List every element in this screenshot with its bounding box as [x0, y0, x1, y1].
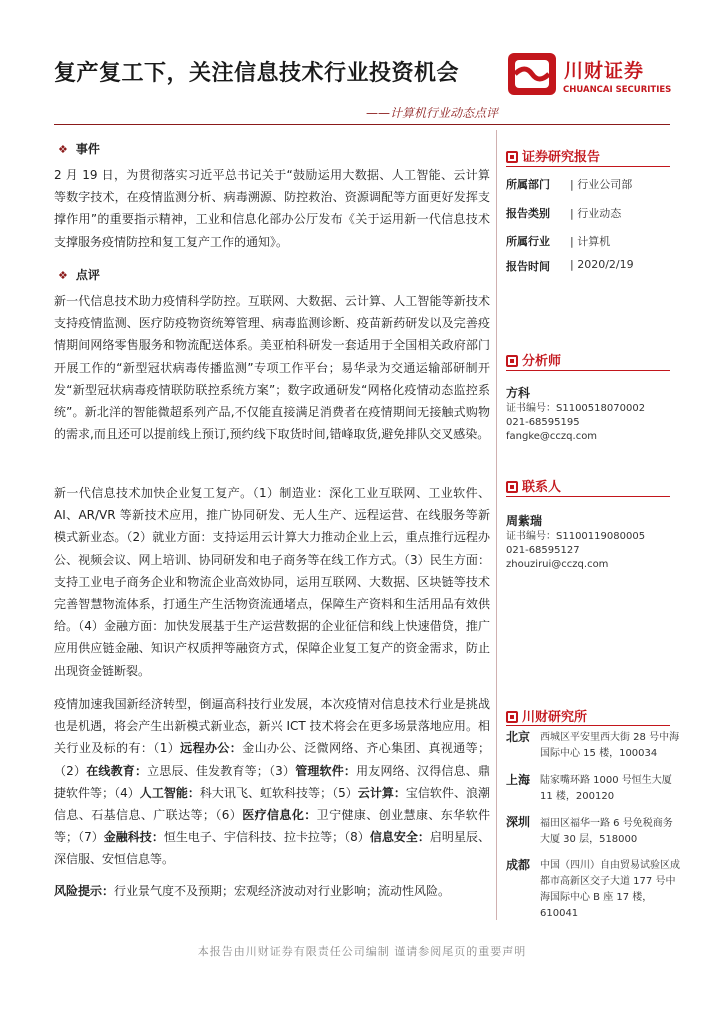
logo-wordmark-cn: 川财证券 — [564, 60, 645, 82]
office-city-chengdu: 成都 — [506, 858, 531, 872]
risk-warning — [54, 880, 490, 902]
header-divider — [54, 124, 670, 125]
review-paragraph-3: 疫情加速我国新经济转型，倒逼高科技行业发展，本次疫情对信息技术行业是挑战也是机遇，将会产生出新模式新业态，新兴 ICT 技术将会在更多场景落地应用。相关行业及标的有：（1）远程办公：金山办公、泛微网络、齐心集团、真视通等；（2）在线教育：立思辰、佳发教育等；（3）管理软件：用友网络、汉得信息、鼎捷软件等；（4）人工智能：科大讯飞、虹软科技等；（5）云计算：宝信软件、浪潮信息、石基信息、广联达等；（6）医疗信息化：卫宁健康、创业慧康、东华软件等；（7）金融科技：恒生电子、宇信科技、拉卡拉等；（8）信息安全：启明星辰、深信服、安恒信息等。 — [54, 697, 490, 867]
diamond-bullet-icon: ❖ — [58, 269, 68, 282]
report-heading-rule — [506, 166, 670, 167]
sector-number: （4） — [114, 785, 140, 800]
sector-stocks: 用友网络、汉得信息、鼎捷软件等； — [54, 763, 490, 800]
square-bullet-icon — [506, 711, 518, 723]
event-heading: ❖ 事件 — [58, 142, 100, 156]
sector-number: （7） — [78, 830, 104, 845]
contact-name: 周紫瑞 — [506, 514, 543, 528]
office-city-shenzhen: 深圳 — [506, 815, 531, 829]
sector-stocks: 宝信软件、浪潮信息、石基信息、广联达等； — [54, 785, 490, 823]
info-value-industry: | 计算机 — [570, 235, 611, 248]
diamond-bullet-icon: ❖ — [58, 143, 68, 156]
sector-label: 云计算： — [357, 785, 406, 800]
sector-label: 金融科技： — [103, 830, 164, 845]
risk-text: 行业景气度不及预期；宏观经济波动对行业影响；流动性风险。 — [114, 884, 451, 898]
sector-label: 医疗信息化： — [242, 808, 317, 823]
info-label-date: 报告时间 — [506, 260, 550, 273]
contact-email[interactable]: zhouzirui@cczq.com — [506, 559, 609, 570]
sector-stocks: 卫宁健康、创业慧康、东华软件等； — [54, 808, 490, 845]
info-value-date: | 2020/2/19 — [570, 258, 634, 271]
contact-phone: 021-68595127 — [506, 545, 580, 556]
event-paragraph: 2 月 19 日，为贯彻落实习近平总书记关于“鼓励运用大数据、人工智能、云计算等数字技术，在疫情监测分析、病毒溯源、防控救治、资源调配等方面更好发挥支撑作用”的重要指示精神，工业和信息化部办公厅发布《关于运用新一代信息技术支撑服务疫情防控和复工复产工作的通知》。 — [54, 168, 490, 249]
office-city-beijing: 北京 — [506, 730, 531, 744]
sector-label: 管理软件： — [295, 763, 357, 778]
office-address-chengdu: 中国（四川）自由贸易试验区成都市高新区交子大道 177 号中海国际中心 B 座 17 楼，610041 — [540, 860, 680, 919]
info-label-department: 所属部门 — [506, 178, 550, 191]
page-subtitle: ——计算机行业动态点评 — [365, 106, 498, 120]
sector-stocks: 立思辰、佳发教育等； — [147, 763, 269, 778]
contact-cert: 证书编号：S1100119080005 — [506, 531, 646, 542]
analyst-name: 方科 — [506, 386, 531, 400]
chuancai-logo-icon — [507, 52, 557, 96]
analyst-phone: 021-68595195 — [506, 417, 580, 428]
review-heading: ❖ 点评 — [58, 268, 100, 282]
sector-number: （8） — [344, 830, 370, 845]
office-address-shenzhen: 福田区福华一路 6 号免税商务大厦 30 层，518000 — [540, 818, 673, 845]
contact-heading: 联系人 — [506, 476, 561, 495]
sector-number: （6） — [214, 808, 243, 823]
sector-number: （1） — [153, 741, 181, 756]
analyst-heading-rule — [506, 370, 670, 371]
page-title: 复产复工下，关注信息技术行业投资机会 — [54, 61, 460, 86]
sector-stocks: 启明星辰、深信服、安恒信息等。 — [54, 830, 490, 867]
institute-heading: 川财研究所 — [506, 706, 587, 725]
review-paragraph-2: 新一代信息技术加快企业复工复产。（1）制造业：深化工业互联网、工业软件、AI、AR/VR 等新技术应用，推广协同研发、无人生产、远程运营、在线服务等新模式新业态。（2）就业方面：支持运用云计算大力推动企业上云，重点推行远程办公、视频会议、网上培训、协同研发和电子商务等在线工作方式。（3）民生方面：支持工业电子商务企业和物流企业高效协同，运用互联网、大数据、区块链等技术完善智慧物流体系，打通生产生活物资流通堵点，保障生产资料和生活用品有效供给。（4）金融方面：加快发展基于生产运营数据的企业征信和线上快速借贷，推广应用供应链金融、知识产权质押等融资方式，保障企业复工复产的资金需求，防止出现资金链断裂。 — [54, 486, 490, 678]
sector-stock-list — [54, 741, 490, 866]
sector-label: 人工智能： — [139, 785, 200, 800]
sector-number: （2） — [54, 763, 87, 778]
office-city-shanghai: 上海 — [506, 773, 531, 787]
sector-stocks: 科大讯飞、虹软科技等； — [199, 785, 333, 800]
info-value-department: | 行业公司部 — [570, 178, 633, 191]
report-heading: 证券研究报告 — [506, 146, 600, 165]
info-value-category: | 行业动态 — [570, 207, 622, 220]
review-paragraph-1: 新一代信息技术助力疫情科学防控。互联网、大数据、云计算、人工智能等新技术支持疫情监测、医疗防疫物资统筹管理、病毒监测诊断、疫苗新药研发以及完善疫情期间网络零售服务和物流配送体系。美亚柏科研发一套适用于全国相关政府部门开展工作的“新型冠状病毒传播监测”专项工作平台；易华录为交通运输部研制开发“新型冠状病毒疫情联防联控系统方案”；数字政通研发“网格化疫情动态监控系统”。新北洋的智能微超系列产品,不仅能直接满足消费者在疫情期间无接触式购物的需求,而且还可以提前线上预订,预约线下取货时间,错峰取货,避免排队交叉感染。 — [54, 294, 490, 442]
column-divider — [496, 130, 497, 920]
sector-number: （3） — [268, 763, 296, 778]
sector-label: 在线教育： — [86, 763, 148, 778]
sector-stocks: 恒生电子、宇信科技、拉卡拉等； — [163, 830, 345, 845]
analyst-heading: 分析师 — [506, 350, 561, 369]
sector-label: 远程办公： — [180, 741, 243, 756]
office-address-shanghai: 陆家嘴环路 1000 号恒生大厦 11 楼，200120 — [540, 775, 672, 802]
office-address-beijing: 西城区平安里西大街 28 号中海国际中心 15 楼，100034 — [540, 732, 680, 759]
square-bullet-icon — [506, 481, 518, 493]
footer-disclaimer: 本报告由川财证券有限责任公司编制 谨请参阅尾页的重要声明 — [197, 945, 527, 958]
analyst-cert: 证书编号：S1100518070002 — [506, 403, 646, 414]
analyst-email[interactable]: fangke@cczq.com — [506, 431, 598, 442]
info-label-category: 报告类别 — [506, 207, 550, 220]
institute-heading-rule — [506, 725, 670, 726]
risk-label: 风险提示： — [54, 884, 115, 898]
sector-stocks: 金山办公、泛微网络、齐心集团、真视通等； — [242, 741, 490, 756]
sector-number: （5） — [332, 785, 358, 800]
info-label-industry: 所属行业 — [506, 235, 550, 248]
sector-label: 信息安全： — [369, 830, 430, 845]
contact-heading-rule — [506, 496, 670, 497]
logo-wordmark-en: CHUANCAI SECURITIES — [563, 85, 672, 95]
square-bullet-icon — [506, 355, 518, 367]
square-bullet-icon — [506, 151, 518, 163]
